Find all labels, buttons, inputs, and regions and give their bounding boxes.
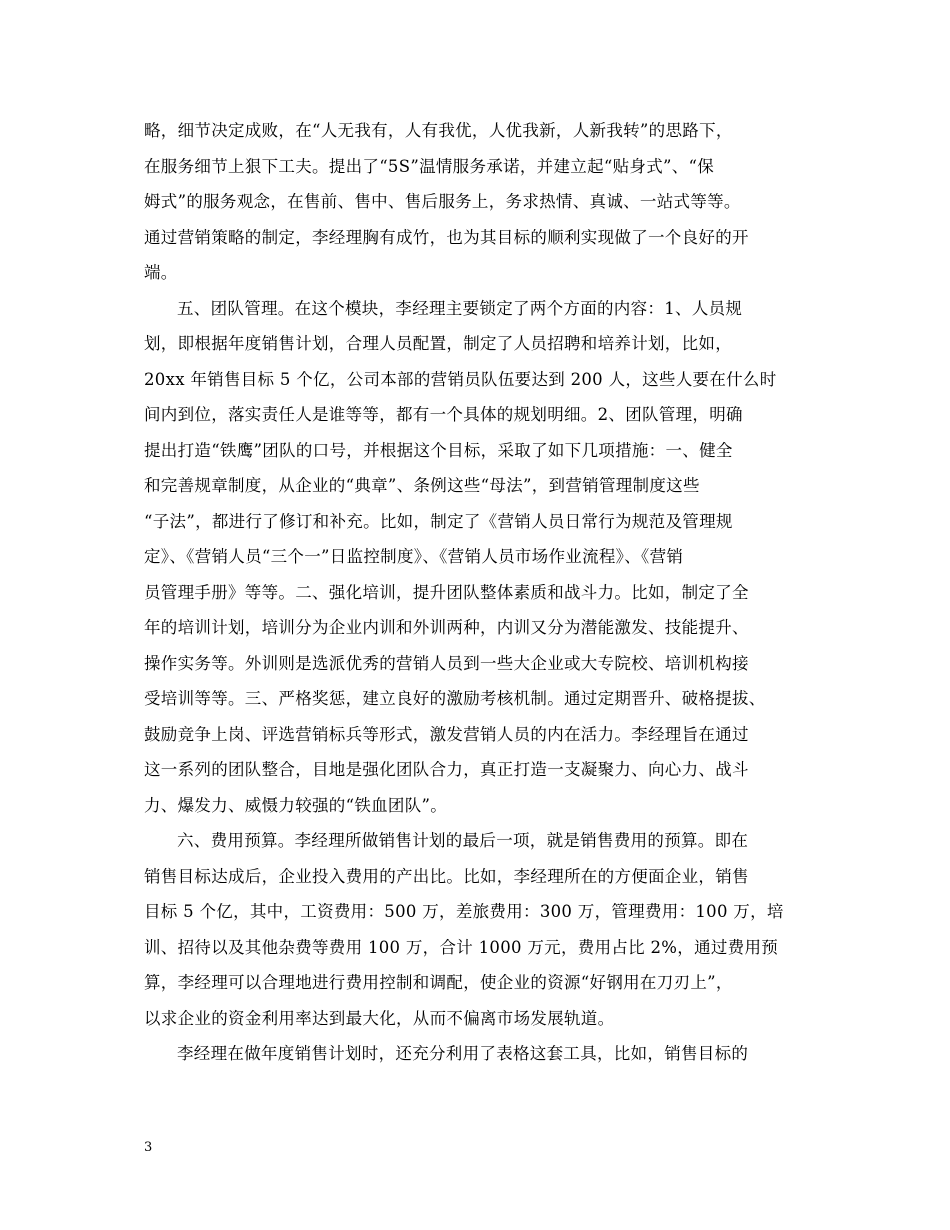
text-line: 训、招待以及其他杂费等费用 100 万，合计 1000 万元，费用占比 2%，通过费用预 xyxy=(144,937,779,957)
body-text xyxy=(144,113,824,1072)
text-line: 以求企业的资金利用率达到最大化，从而不偏离市场发展轨道。 xyxy=(144,1008,615,1028)
paragraph-budget: 六、费用预算。李经理所做销售计划的最后一项，就是销售费用的预算。即在 xyxy=(177,831,749,850)
text-line: 20xx 年销售目标 5 个亿，公司本部的营销员队伍要达到 200 人，这些人要在什么时 xyxy=(144,369,777,389)
text-line: 销售目标达成后，企业投入费用的产出比。比如，李经理所在的方便面企业，销售 xyxy=(144,866,749,886)
text-line: 端。 xyxy=(144,263,178,282)
paragraph-tables: 李经理在做年度销售计划时，还充分利用了表格这套工具，比如，销售目标的 xyxy=(177,1044,749,1063)
text-line: 定》、《营销人员“三个一”日监控制度》、《营销人员市场作业流程》、《营销 xyxy=(144,547,684,566)
text-line: 受培训等等。三、严格奖惩，建立良好的激励考核机制。通过定期晋升、破格提拔、 xyxy=(144,689,766,708)
text-line: 在服务细节上狠下工夫。提出了“5S”温情服务承诺，并建立起“贴身式”、“保 xyxy=(144,156,715,176)
text-line: 操作实务等。外训则是选派优秀的营销人员到一些大企业或大专院校、培训机构接 xyxy=(144,653,749,673)
text-line: 鼓励竞争上岗、评选营销标兵等形式，激发营销人员的内在活力。李经理旨在通过 xyxy=(144,724,749,744)
paragraph-team-management: 五、团队管理。在这个模块，李经理主要锁定了两个方面的内容：1、人员规 xyxy=(177,298,743,318)
text-line: 力、爆发力、威慑力较强的“铁血团队”。 xyxy=(144,795,448,815)
text-line: 年的培训计划，培训分为企业内训和外训两种，内训又分为潜能激发、技能提升、 xyxy=(144,618,749,637)
text-line: 目标 5 个亿，其中，工资费用：500 万，差旅费用：300 万，管理费用：100 万，培 xyxy=(144,902,784,921)
text-line: 通过营销策略的制定，李经理胸有成竹，也为其目标的顺利实现做了一个良好的开 xyxy=(144,227,749,247)
text-line: 略，细节决定成败，在“人无我有，人有我优，人优我新，人新我转”的思路下， xyxy=(144,121,733,140)
text-line: 提出打造“铁鹰”团队的口号，并根据这个目标，采取了如下几项措施：一、健全 xyxy=(144,440,733,460)
text-line: 员管理手册》等等。二、强化培训，提升团队整体素质和战斗力。比如，制定了全 xyxy=(144,582,749,602)
text-line: 这一系列的团队整合，目地是强化团队合力，真正打造一支凝聚力、向心力、战斗 xyxy=(144,760,749,779)
text-line: “子法”，都进行了修订和补充。比如，制定了《营销人员日常行为规范及管理规 xyxy=(144,511,733,531)
page-number: 3 xyxy=(144,1140,153,1155)
text-line: 算，李经理可以合理地进行费用控制和调配，使企业的资源“好钢用在刀刃上”， xyxy=(144,973,733,992)
text-line: 间内到位，落实责任人是谁等等，都有一个具体的规划明细。2、团队管理，明确 xyxy=(144,405,743,424)
text-line: 和完善规章制度，从企业的“典章”、条例这些“母法”，到营销管理制度这些 xyxy=(144,476,700,495)
text-line: 划，即根据年度销售计划，合理人员配置，制定了人员招聘和培养计划，比如， xyxy=(144,334,732,353)
text-line: 姆式”的服务观念，在售前、售中、售后服务上，务求热情、真诚、一站式等等。 xyxy=(144,192,741,211)
